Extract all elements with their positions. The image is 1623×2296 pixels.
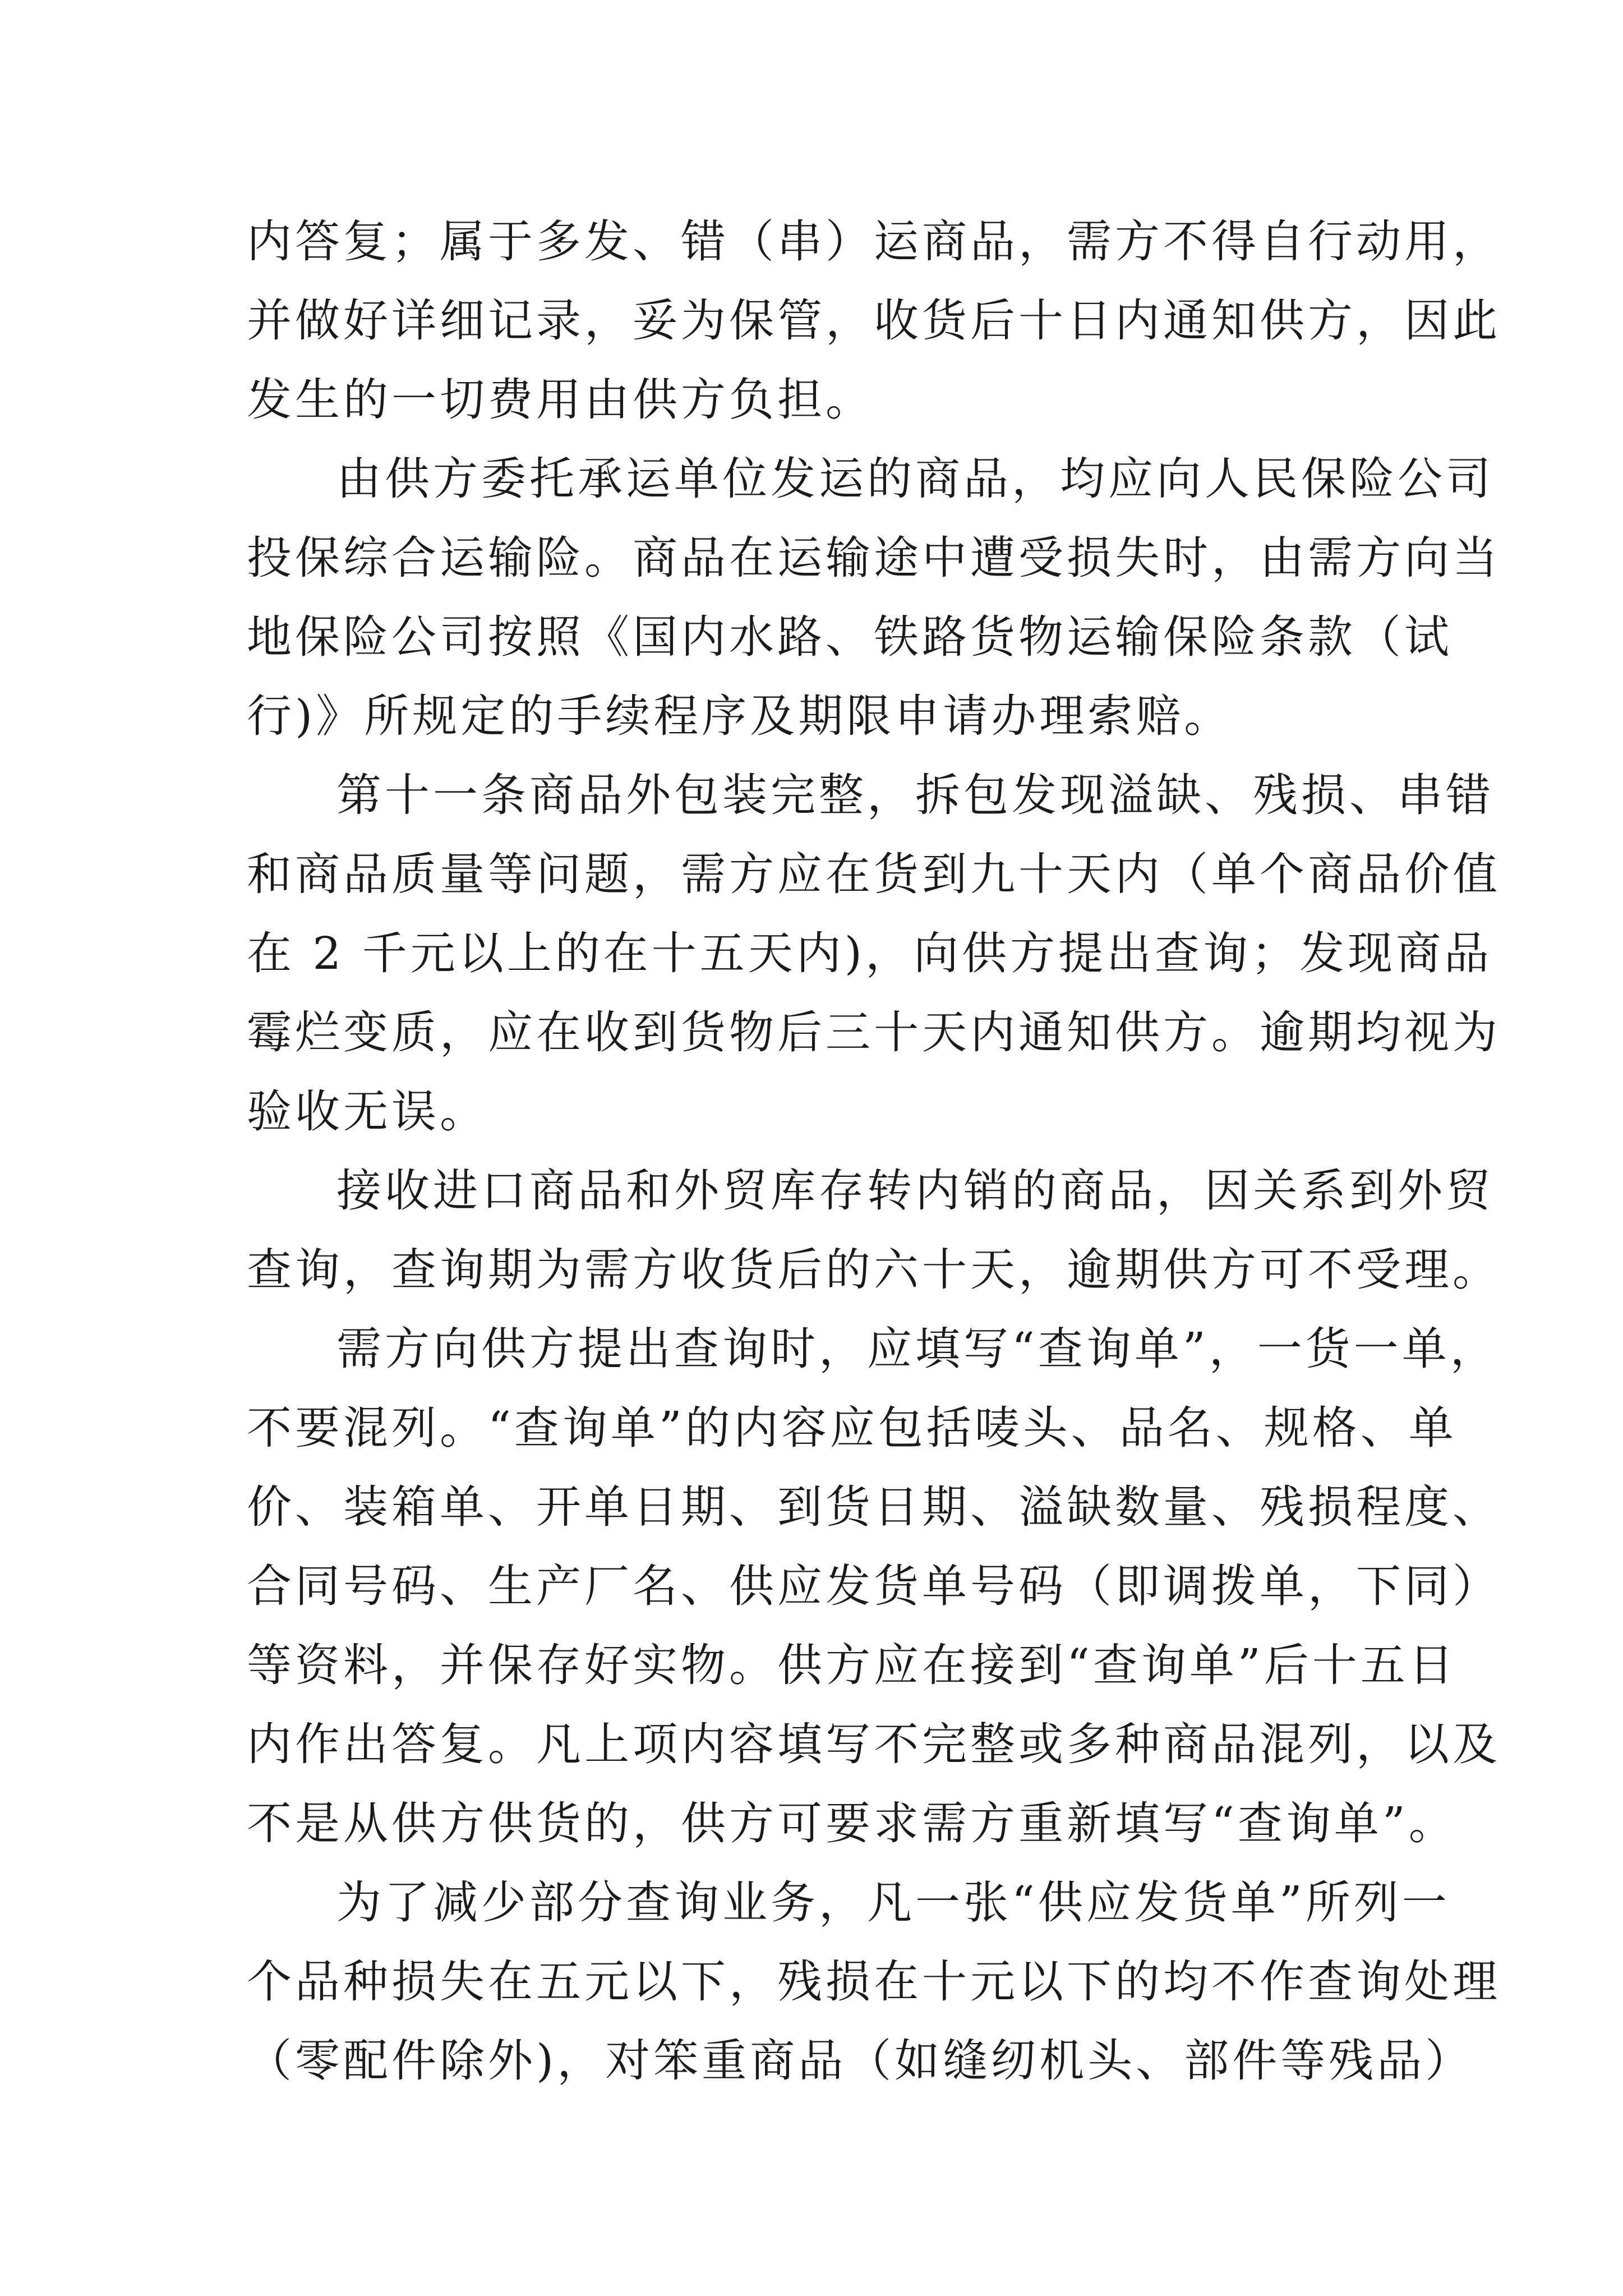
text-line: 霉烂变质，应在收到货物后三十天内通知供方。逾期均视为 [247, 1006, 1501, 1059]
text-line: 需方向供方提出查询时，应填写“查询单”，一货一单， [336, 1323, 1498, 1375]
text-line: 不是从供方供货的，供方可要求需方重新填写“查询单”。 [247, 1797, 1457, 1849]
document-body [247, 202, 1501, 2100]
text-line: 查询，查询期为需方收货后的六十天，逾期供方可不受理。 [247, 1244, 1501, 1296]
text-line: 和商品质量等问题，需方应在货到九十天内（单个商品价值 [247, 848, 1501, 900]
text-line: 并做好详细记录，妥为保管，收货后十日内通知供方，因此 [247, 295, 1501, 347]
text-line: 地保险公司按照《国内水路、铁路货物运输保险条款（试 [247, 611, 1453, 663]
text-line: 验收无误。 [247, 1085, 488, 1138]
text-line: 在 2 千元以上的在十五天内)，向供方提出查询；发现商品 [247, 927, 1492, 979]
text-line: 内答复；属于多发、错（串）运商品，需方不得自行动用， [247, 215, 1501, 268]
text-line: 内作出答复。凡上项内容填写不完整或多种商品混列，以及 [247, 1718, 1501, 1770]
text-line: 行)》所规定的手续程序及期限申请办理索赔。 [247, 690, 1233, 742]
text-line: 等资料，并保存好实物。供方应在接到“查询单”后十五日 [247, 1639, 1457, 1691]
text-line: 个品种损失在五元以下，残损在十元以下的均不作查询处理 [247, 1955, 1501, 2008]
text-line: 接收进口商品和外贸库存转内销的商品，因关系到外贸 [336, 1165, 1494, 1217]
text-line: 投保综合运输险。商品在运输途中遭受损失时，由需方向当 [247, 532, 1501, 584]
text-line: 不要混列。“查询单”的内容应包括唛头、品名、规格、单 [247, 1402, 1457, 1454]
text-line: 合同号码、生产厂名、供应发货单号码（即调拨单，下同） [247, 1560, 1501, 1612]
text-line: 为了减少部分查询业务，凡一张“供应发货单”所列一 [336, 1876, 1450, 1929]
text-line: （零配件除外)，对笨重商品（如缝纫机头、部件等残品） [247, 2035, 1474, 2087]
text-line: 发生的一切费用由供方负担。 [247, 374, 874, 426]
text-line: 由供方委托承运单位发运的商品，均应向人民保险公司 [336, 453, 1494, 505]
text-line: 第十一条商品外包装完整，拆包发现溢缺、残损、串错 [336, 769, 1494, 821]
text-line: 价、装箱单、开单日期、到货日期、溢缺数量、残损程度、 [247, 1481, 1501, 1533]
